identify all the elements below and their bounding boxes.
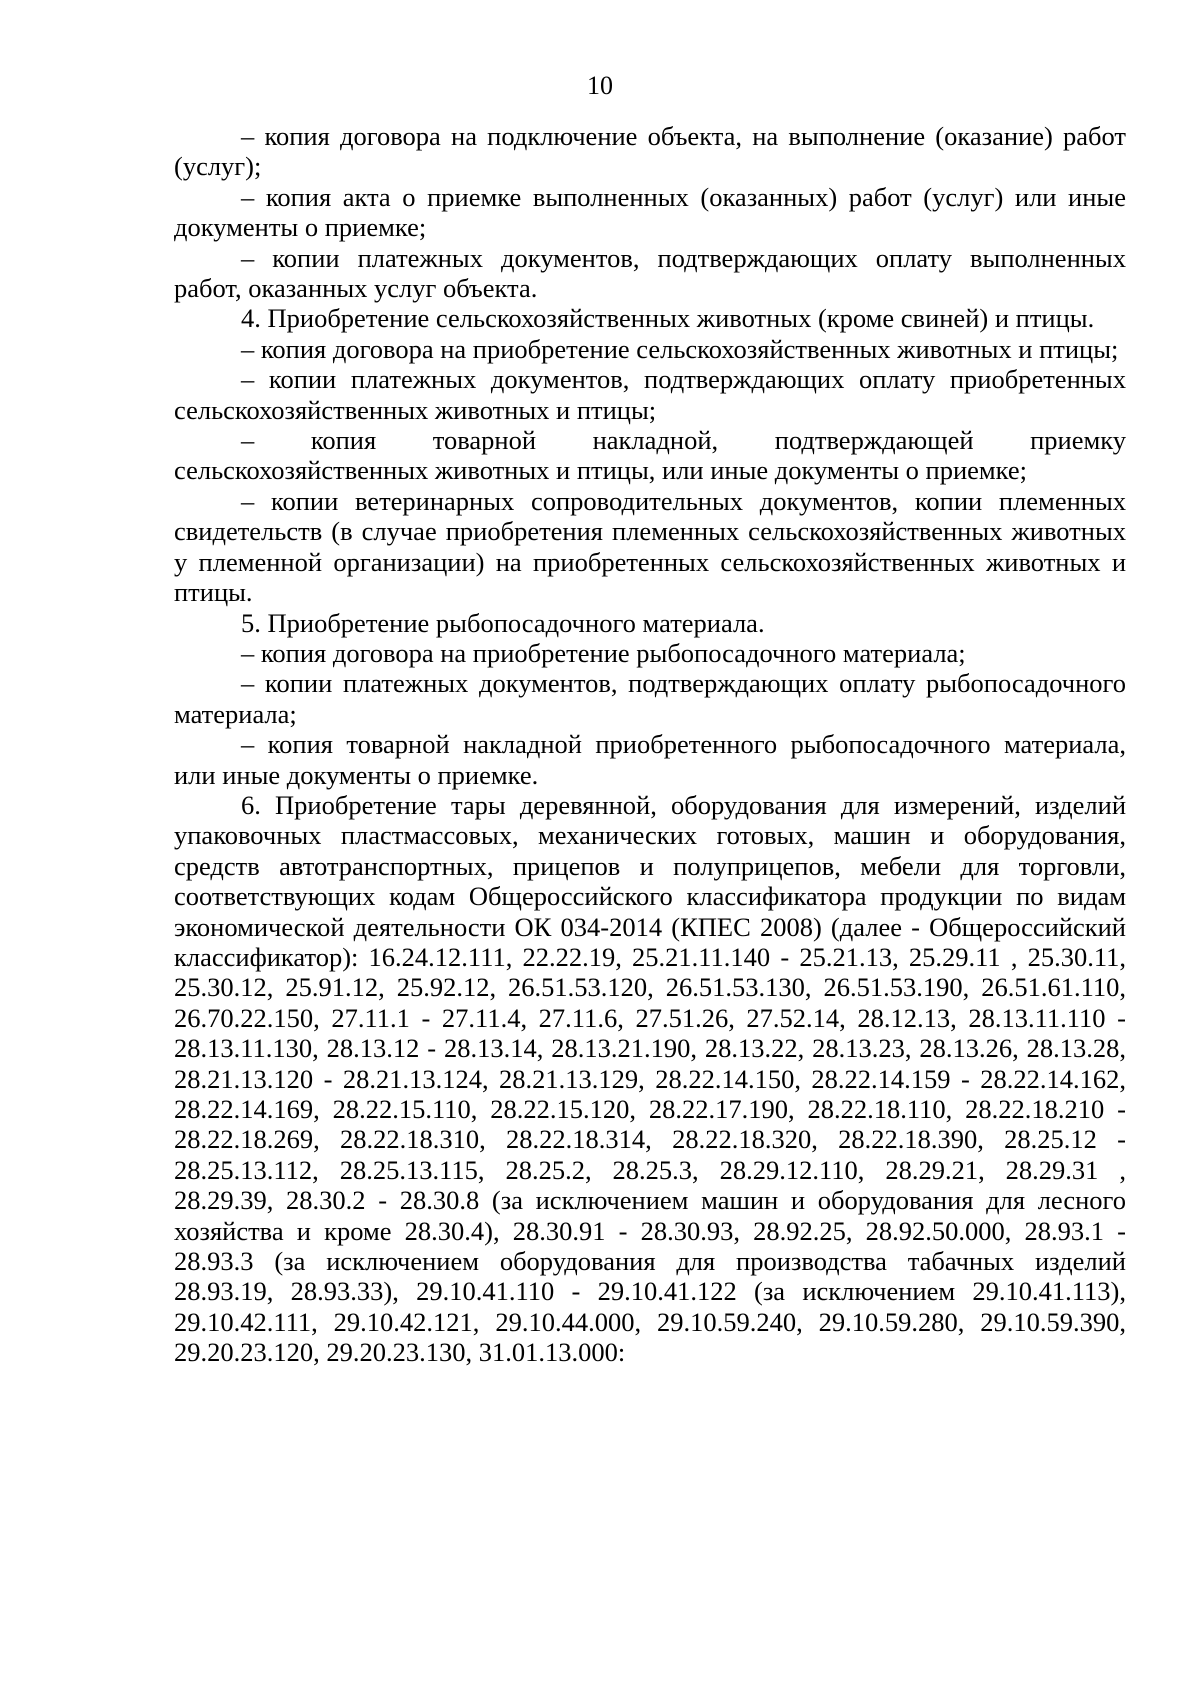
page-number: 10: [587, 71, 613, 100]
paragraph-animals-invoice-copy: – копия товарной накладной, подтверждающей приемку сельскохозяйственных животных и птицы, или иные документы о приемке;: [174, 425, 1126, 486]
paragraph-fish-contract-copy: – копия договора на приобретение рыбопосадочного материала;: [241, 637, 966, 668]
paragraph-animals-payment-copy: – копии платежных документов, подтверждающих оплату приобретенных сельскохозяйственных животных и птицы;: [174, 364, 1126, 425]
paragraph-section-5-heading: 5. Приобретение рыбопосадочного материала.: [241, 607, 765, 638]
paragraph-fish-payment-copy: – копии платежных документов, подтверждающих оплату рыбопосадочного материала;: [174, 668, 1126, 729]
paragraph-contract-copy: – копия договора на подключение объекта, на выполнение (оказание) работ (услуг);: [174, 121, 1126, 182]
paragraph-section-4-heading: 4. Приобретение сельскохозяйственных животных (кроме свиней) и птицы.: [241, 303, 1095, 334]
paragraph-fish-invoice-copy: – копия товарной накладной приобретенного рыбопосадочного материала, или иные документы о приемке.: [174, 729, 1126, 790]
paragraph-veterinary-documents-copy: – копии ветеринарных сопроводительных документов, копии племенных свидетельств (в случае приобретения племенных сельскохозяйственных животных у племенной организации) на приобретенных сельскохозяйственных животных и птицы.: [174, 485, 1126, 608]
paragraph-section-6-equipment-codes: 6. Приобретение тары деревянной, оборудования для измерений, изделий упаковочных пластмассовых, механических готовых, машин и оборудования, средств автотранспортных, прицепов и полуприцепов, мебели для торговли, соответствующих кодам Общероссийского классификатора продукции по видам экономической деятельности ОК 034-2014 (КПЕС 2008) (далее - Общероссийский классификатор): 16.24.12.111, 22.22.19, 25.21.11.140 - 25.21.13, 25.29.11 , 25.30.11, 25.30.12, 25.91.12, 25.92.12, 26.51.53.120, 26.51.53.130, 26.51.53.190, 26.51.61.110, 26.70.22.150, 27.11.1 - 27.11.4, 27.11.6, 27.51.26, 27.52.14, 28.12.13, 28.13.11.110 - 28.13.11.130, 28.13.12 - 28.13.14, 28.13.21.190, 28.13.22, 28.13.23, 28.13.26, 28.13.28, 28.21.13.120 - 28.21.13.124, 28.21.13.129, 28.22.14.150, 28.22.14.159 - 28.22.14.162, 28.22.14.169, 28.22.15.110, 28.22.15.120, 28.22.17.190, 28.22.18.110, 28.22.18.210 - 28.22.18.269, 28.22.18.310, 28.22.18.314, 28.22.18.320, 28.22.18.390, 28.25.12 - 28.25.13.112, 28.25.13.115, 28.25.2, 28.25.3, 28.29.12.110, 28.29.21, 28.29.31 , 28.29.39, 28.30.2 - 28.30.8 (за исключением машин и оборудования для лесного хозяйства и кроме 28.30.4), 28.30.91 - 28.30.93, 28.92.25, 28.92.50.000, 28.93.1 - 28.93.3 (за исключением оборудования для производства табачных изделий 28.93.19, 28.93.33), 29.10.41.110 - 29.10.41.122 (за исключением 29.10.41.113), 29.10.42.111, 29.10.42.121, 29.10.44.000, 29.10.59.240, 29.10.59.280, 29.10.59.390, 29.20.23.120, 29.20.23.130, 31.01.13.000:: [174, 789, 1126, 1368]
paragraph-acceptance-act-copy: – копия акта о приемке выполненных (оказанных) работ (услуг) или иные документы о приемке;: [174, 181, 1126, 243]
document-body: [174, 121, 1126, 1368]
paragraph-payment-documents-copy: – копии платежных документов, подтверждающих оплату выполненных работ, оказанных услуг объекта.: [174, 242, 1126, 304]
paragraph-animals-contract-copy: – копия договора на приобретение сельскохозяйственных животных и птицы;: [241, 333, 1119, 364]
